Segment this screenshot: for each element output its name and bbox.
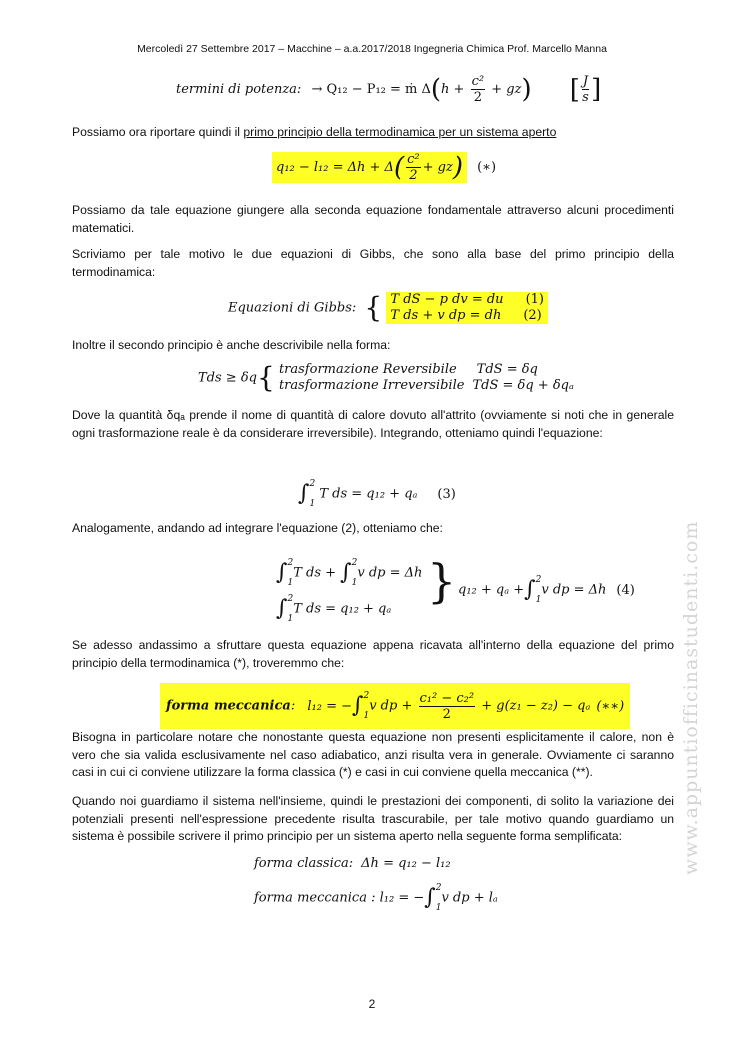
equation-mechanical-form: forma meccanica: l₁₂ = −∫ 2 1 v dp + $\frac{\text{c₁² − c₂²}}{2}$ + g(z₁ − z₂) − qₐ (∗∗) [160, 683, 630, 729]
equation-label: termini di potenza: [176, 82, 302, 97]
equation-4-right: q₁₂ + qₐ +∫ 2 1 v dp = Δh (4) [458, 575, 635, 605]
paragraph-3: Scriviamo per tale motivo le due equazioni di Gibbs, che sono alla base del primo principio della termodinamica: [72, 247, 674, 279]
page-number: 2 [368, 997, 376, 1011]
paragraph-5: Dove la quantità δqₐ prende il nome di quantità di calore dovuto all'attrito (ovviamente si noti che in generale ogni trasformazione reale è da considerare irreversibile). Integrando, otteniamo quindi l'equazione: [72, 408, 674, 440]
paragraph-9: Quando noi guardiamo il sistema nell'insieme, quindi le prestazioni dei componenti, di solito la variazione dei potenziali presenti nell'espressione precedente risulta trascurabile, per tale motivo quando guardiamo un sistema è possibile scrivere il primo principio per un sistema aperto nella seguente forma semplificata: [72, 794, 674, 843]
fraction: $\frac{\text{c²}}{2}$ [471, 74, 485, 105]
underlined-phrase: primo principio della termodinamica per un sistema aperto [243, 125, 557, 139]
gibbs-equations: Equazioni di Gibbs: { T dS − p dv = du (1) T ds + v dp = dh (2) [228, 292, 548, 324]
paragraph-2: Possiamo da tale equazione giungere alla seconda equazione fondamentale attraverso alcuni procedimenti matematici. [72, 203, 674, 235]
page-header: Mercoledì 27 Settembre 2017 – Macchine – a.a.2017/2018 Ingegneria Chimica Prof. Marcello Manna [137, 43, 607, 55]
paragraph-8: Bisogna in particolare notare che nonostante questa equazione non presenti esplicitamente il calore, non è vero che sia valida esclusivamente nel caso adiabatico, anzi risulta vera in generale. Ovviamente ci saranno casi in cui ci conviene utilizzare la forma classica (*) e casi in cui conviene quella meccanica (**). [72, 730, 674, 779]
equation-3: ∫ 2 1 T ds = q₁₂ + qₐ (3) [298, 479, 456, 509]
unit-fraction: $\frac{J}{s}$ [582, 74, 589, 105]
paragraph-6: Analogamente, andando ad integrare l'equazione (2), otteniamo che: [72, 521, 443, 535]
equation-power-terms: termini di potenza: → Q₁₂ − P₁₂ = ṁ Δ(h + $\frac{\text{c²}}{2}$ + gz) [ $\frac{J}{s}$ ] [176, 74, 602, 105]
equation-lhs: → Q₁₂ − P₁₂ = ṁ Δ [311, 82, 431, 97]
paragraph-7: Se adesso andassimo a sfruttare questa equazione appena ricavata all'interno della equazione del primo principio della termodinamica (*), troveremmo che: [72, 638, 674, 670]
second-principle: Tds ≥ δq{ trasformazione Reversibile TdS = δq trasformazione Irreversibile TdS = δq + δqₐ [198, 361, 574, 394]
equation-4-left: ∫ 2 1 T ds + ∫ 2 1 v dp = Δh ∫ 2 1 T ds = q₁₂ + qₐ [276, 558, 423, 624]
paragraph-4: Inoltre il secondo principio è anche descrivibile nella forma: [72, 338, 391, 352]
watermark: www.appuntiofficinastudenti.com [680, 520, 702, 875]
right-brace: } [427, 554, 457, 608]
simplified-forms: forma classica: Δh = q₁₂ − l₁₂ forma meccanica : l₁₂ = −∫ 2 1 v dp + lₐ [254, 856, 498, 913]
equation-first-principle: q₁₂ − l₁₂ = Δh + Δ( $\frac{\text{c²}}{2}$ + gz) (∗) [272, 152, 496, 183]
paragraph-1: Possiamo ora riportare quindi il primo principio della termodinamica per un sistema aperto [72, 125, 557, 139]
equation-tag: (∗) [477, 160, 497, 175]
